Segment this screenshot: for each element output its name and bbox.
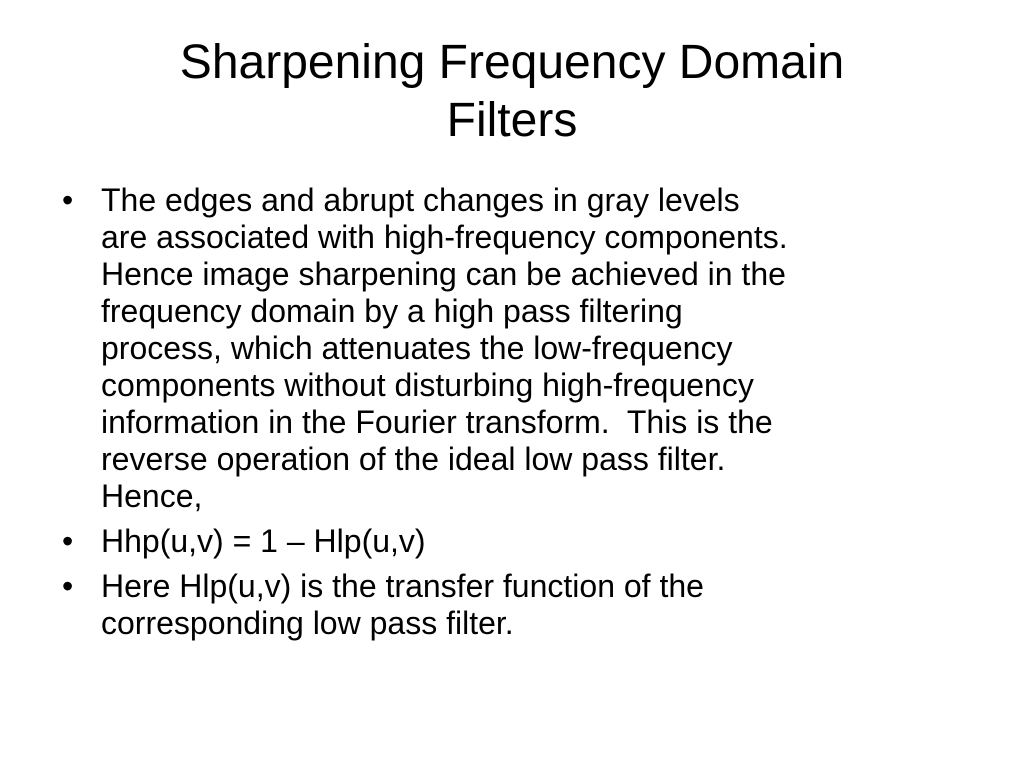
bullet-text bbox=[101, 182, 982, 515]
bullet-line: frequency domain by a high pass filtering bbox=[101, 293, 683, 329]
bullet-item-transfer-function bbox=[62, 568, 982, 642]
bullet-list bbox=[62, 182, 982, 650]
bullet-line: corresponding low pass filter. bbox=[101, 605, 514, 641]
slide-title-line: Sharpening Frequency Domain bbox=[179, 36, 845, 89]
bullet-text bbox=[101, 568, 982, 642]
bullet-line: Hence image sharpening can be achieved in the bbox=[101, 256, 786, 292]
bullet-item-formula bbox=[62, 523, 982, 560]
bullet-line: Here Hlp(u,v) is the transfer function of the bbox=[101, 568, 704, 604]
bullet-line: reverse operation of the ideal low pass filter. bbox=[101, 441, 726, 477]
bullet-text bbox=[101, 523, 982, 560]
bullet-line: information in the Fourier transform. This is the bbox=[101, 404, 773, 440]
bullet-line: The edges and abrupt changes in gray levels bbox=[101, 182, 740, 218]
bullet-marker: • bbox=[62, 523, 74, 559]
slide-title-line: Filters bbox=[446, 94, 578, 147]
formula-line: Hhp(u,v) = 1 – Hlp(u,v) bbox=[101, 523, 426, 559]
bullet-marker: • bbox=[62, 182, 74, 218]
bullet-item-high-frequency-explanation bbox=[62, 182, 982, 515]
bullet-line: Hence, bbox=[101, 478, 203, 514]
bullet-line: components without disturbing high-frequency bbox=[101, 367, 754, 403]
bullet-marker: • bbox=[62, 568, 74, 604]
bullet-line: process, which attenuates the low-frequency bbox=[101, 330, 733, 366]
bullet-line: are associated with high-frequency components. bbox=[101, 219, 788, 255]
slide-title bbox=[62, 34, 962, 150]
